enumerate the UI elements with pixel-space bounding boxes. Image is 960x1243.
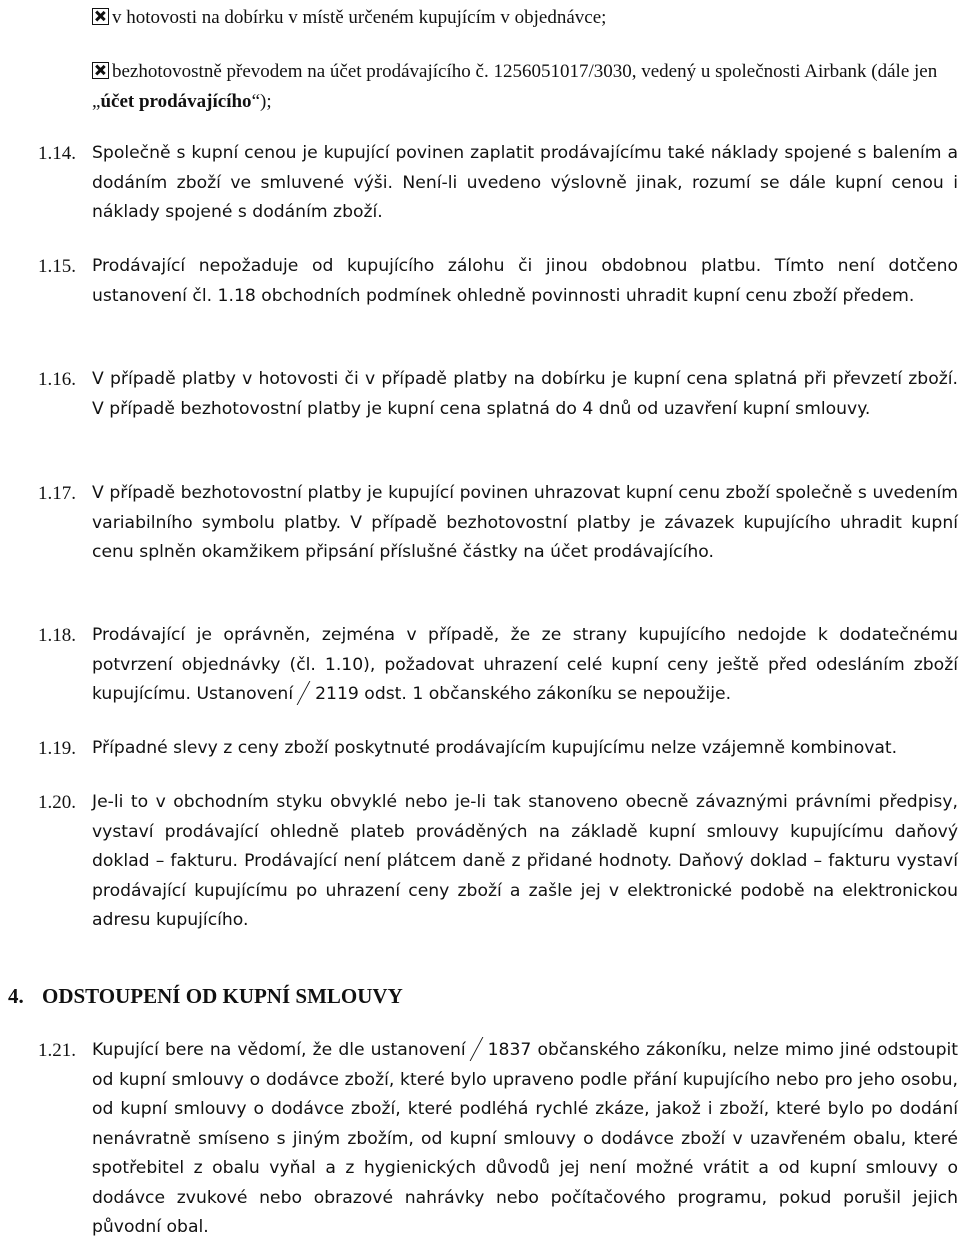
clause-text: V případě platby v hotovosti či v případě platby na dobírku je kupní cena splatná při převzetí zboží. V případě bezhotovostní platby je kupní cena splatná do 4 dnů od uzavření kupní smlouvy.	[92, 369, 958, 419]
clause-text: Je-li to v obchodním styku obvyklé nebo je-li tak stanoveno obecně závaznými právními předpisy, vystaví prodávající ohledně plateb prováděných na základě kupní smlouvy kupujícímu daňový doklad – fakturu. Prodávající není plátcem daně z přidané hodnoty. Daňový doklad – fakturu vystaví prodávající kupujícímu po uhrazení ceny zboží a zašle jej v elektronické podobě na elektronickou adresu kupujícího.	[92, 792, 958, 930]
checked-box-icon	[92, 62, 109, 79]
clause-number: 1.17.	[38, 483, 76, 504]
checked-box-icon	[92, 8, 109, 25]
payment-option-transfer	[92, 57, 958, 116]
section-heading-4	[8, 982, 948, 1012]
clause-1-19	[38, 734, 958, 764]
clause-number: 1.16.	[38, 369, 76, 390]
clause-1-20	[38, 788, 958, 936]
clause-number: 1.14.	[38, 143, 76, 164]
clause-text	[92, 621, 958, 710]
clause-1-21	[38, 1036, 958, 1243]
clause-text-end: 2119 odst. 1 občanského zákoníku se nepoužije.	[315, 684, 732, 704]
clause-text-start: Kupující bere na vědomí, že dle ustanovení	[92, 1040, 466, 1060]
clause-1-17	[38, 479, 958, 568]
clause-text	[92, 1036, 958, 1243]
section-sign-icon	[472, 1037, 482, 1061]
clause-number: 1.15.	[38, 256, 76, 277]
section-title: ODSTOUPENÍ OD KUPNÍ SMLOUVY	[42, 984, 403, 1008]
clause-1-15	[38, 252, 958, 311]
defined-term-seller-account: účet prodávajícího	[100, 90, 252, 112]
clause-text: Prodávající nepožaduje od kupujícího zálohu či jinou obdobnou platbu. Tímto není dotčeno ustanovení čl. 1.18 obchodních podmínek ohledně povinnosti uhradit kupní cenu zboží předem.	[92, 256, 958, 306]
section-sign-icon	[299, 681, 309, 705]
payment-option-cash-text: v hotovosti na dobírku v místě určeném kupujícím v objednávce;	[112, 7, 607, 28]
clause-1-16	[38, 365, 958, 424]
clause-text: Společně s kupní cenou je kupující povinen zaplatit prodávajícímu také náklady spojené s balením a dodáním zboží ve smluvené výši. Není-li uvedeno výslovně jinak, rozumí se dále kupní cenou i náklady spojené s dodáním zboží.	[92, 143, 958, 222]
clause-1-18	[38, 621, 958, 710]
clause-text: Případné slevy z ceny zboží poskytnuté prodávajícím kupujícímu nelze vzájemně kombinovat.	[92, 738, 898, 758]
section-number: 4.	[8, 984, 24, 1008]
payment-option-transfer-text: bezhotovostně převodem na účet prodávajícího č. 1256051017/3030, vedený u společnosti Airbank (dále jen „	[92, 61, 938, 112]
clause-number: 1.19.	[38, 738, 76, 759]
clause-1-14	[38, 139, 958, 228]
clause-text: V případě bezhotovostní platby je kupující povinen uhrazovat kupní cenu zboží společně s uvedením variabilního symbolu platby. V případě bezhotovostní platby je závazek kupujícího uhradit kupní cenu splněn okamžikem připsání příslušné částky na účet prodávajícího.	[92, 483, 958, 562]
clause-number: 1.18.	[38, 625, 76, 646]
clause-number: 1.20.	[38, 792, 76, 813]
payment-option-transfer-end: “);	[251, 90, 272, 112]
clause-number: 1.21.	[38, 1040, 76, 1061]
payment-option-cash	[92, 3, 958, 33]
clause-text-start: Prodávající je oprávněn, zejména v případě, že ze strany kupujícího nedojde k dodatečnému potvrzení objednávky (čl. 1.10), požadovat uhrazení celé kupní ceny ještě před odesláním zboží kupujícímu. Ustanovení	[92, 625, 958, 704]
clause-text-end: 1837 občanského zákoníku, nelze mimo jiné odstoupit od kupní smlouvy o dodávce zboží, které bylo upraveno podle přání kupujícího nebo pro jeho osobu, od kupní smlouvy o dodávce zboží, které podléhá rychlé zkáze, jakož i zboží, které bylo po dodání nenávratně smíseno s jiným zbožím, od kupní smlouvy o dodávce zboží v uzavřeném obalu, které spotřebitel z obalu vyňal a z hygienických důvodů jej není možné vrátit a od kupní smlouvy o dodávce zvukové nebo obrazové nahrávky nebo počítačového programu, pokud porušil jejich původní obal.	[92, 1040, 958, 1237]
